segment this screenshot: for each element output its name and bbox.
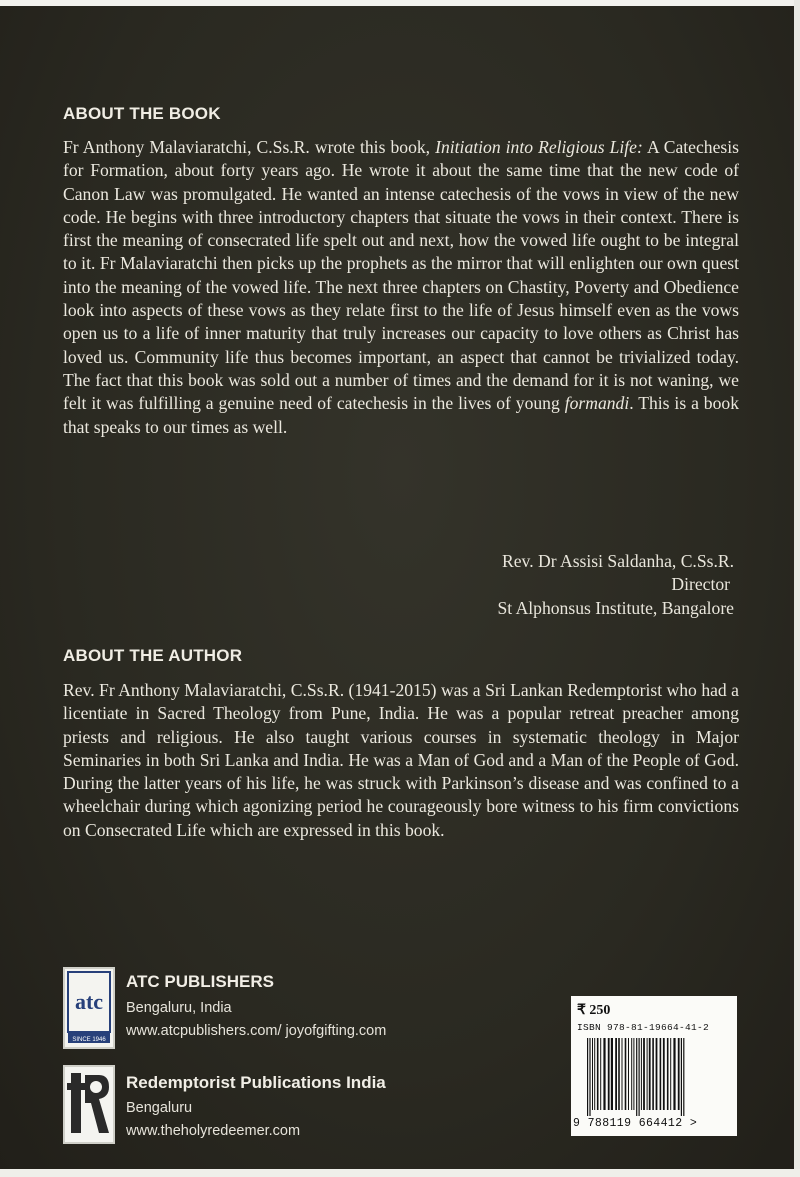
barcode-bar [681, 1038, 682, 1116]
barcode-bar [611, 1038, 613, 1110]
atc-logo-text: atc [74, 989, 104, 1014]
redemptorist-logo-icon [65, 1067, 113, 1142]
barcode-bar [683, 1038, 684, 1116]
barcode-bar [597, 1038, 599, 1110]
barcode-bar [652, 1038, 654, 1110]
scan-edge-right [794, 0, 800, 1177]
barcode-bar [594, 1038, 595, 1110]
scan-edge-bottom [0, 1169, 800, 1177]
barcode-bar [643, 1038, 645, 1110]
barcode-bar [678, 1038, 680, 1110]
atc-publishers-logo [63, 967, 115, 1049]
signature-institute: St Alphonsus Institute, Bangalore [497, 597, 734, 618]
barcode-bar [660, 1038, 662, 1110]
book-title: Initiation into Religious Life: [435, 137, 643, 157]
redemptorist-publications-logo [63, 1065, 115, 1144]
scan-edge-top [0, 0, 800, 6]
about-author-heading: ABOUT THE AUTHOR [63, 646, 243, 665]
barcode-bars [585, 1038, 725, 1118]
redemptorist-publisher-location: Bengaluru [126, 1100, 193, 1116]
barcode-bar [587, 1038, 588, 1116]
barcode-bar [656, 1038, 658, 1110]
signature-role: Director [671, 574, 730, 595]
barcode-bar [618, 1038, 620, 1110]
barcode-digits: 9 788119 664412 > [573, 1117, 698, 1130]
redemptorist-publisher-web: www.theholyredeemer.com [126, 1123, 301, 1139]
atc-logo-icon [65, 969, 113, 1047]
atc-logo-since: SINCE 1946 [72, 1037, 106, 1043]
barcode-bar [600, 1038, 601, 1110]
barcode-sticker [571, 996, 737, 1136]
barcode-bar [673, 1038, 675, 1110]
barcode-bar [592, 1038, 593, 1110]
about-book-text-start: Fr Anthony Malaviaratchi, C.Ss.R. wrote this book, [63, 137, 436, 157]
atc-publisher-location: Bengaluru, India [126, 1000, 232, 1016]
about-author-text: Rev. Fr Anthony Malaviaratchi, C.Ss.R. (1941-2015) was a Sri Lankan Redemptorist who had a licentiate in Sacred Theology from Pune, India. He was a popular retreat preacher among priests and religious. He also taught various courses in systematic theology in Major Seminaries in both Sri Lanka and India. He was a Man of God and a Man of the People of God. During the latter years of his life, he was struck with Parkinson’s disease and was confined to a wheelchair during which agonizing period he courageously bore witness to his firm convictions on Consecrated Life which are expressed in this book. [63, 680, 739, 840]
barcode-bar [670, 1038, 671, 1110]
barcode-bar [608, 1038, 610, 1110]
barcode-bar [603, 1038, 605, 1110]
isbn-label: ISBN 978-81-19664-41-2 [577, 1022, 710, 1033]
atc-publisher-name: ATC PUBLISHERS [126, 972, 274, 991]
barcode-bar [622, 1038, 623, 1110]
about-book-text [63, 136, 739, 439]
barcode-bar [625, 1038, 627, 1110]
barcode-bar [636, 1038, 637, 1116]
barcode-bar [633, 1038, 634, 1110]
barcode-bar [628, 1038, 629, 1110]
barcode-bar [631, 1038, 632, 1110]
barcode-bar [663, 1038, 665, 1110]
redemptorist-publisher-name: Redemptorist Publications India [126, 1073, 386, 1092]
formandi-word: formandi [564, 393, 630, 414]
barcode-bar [615, 1038, 617, 1110]
about-book-text-middle: A Catechesis for Formation, about forty years ago. He wrote it about the same time that the new code of Canon Law was promulgated. He wanted an intense catechesis of the vows in view of the new code. He begins with three introductory chapters that situate the vows in their context. There is first the meaning of consecrated life spelt out and next, how the vowed life ought to be integral to it. Fr Malaviaratchi then picks up the prophets as the mirror that will enlighten our own quest into the meaning of the vowed life. The next three chapters on Chastity, Poverty and Obedience look into aspects of these vows as they relate first to the life of Jesus himself even as the vows open us to a life of inner maturity that truly increases our capacity to love others as Christ has loved us. Community life thus becomes important, an aspect that cannot be trivialized today. The fact that this book was sold out a number of times and the demand for it is not waning, we felt it was fulfilling a genuine need of catechesis in the lives of young [63, 137, 739, 414]
barcode-bar [589, 1038, 590, 1116]
barcode-bar [647, 1038, 648, 1110]
signature-name: Rev. Dr Assisi Saldanha, C.Ss.R. [502, 551, 734, 571]
atc-publisher-web: www.atcpublishers.com/ joyofgifting.com [126, 1023, 387, 1039]
barcode-bar [667, 1038, 669, 1110]
barcode-bar [641, 1038, 642, 1110]
barcode-bar [639, 1038, 640, 1116]
about-book-heading: ABOUT THE BOOK [63, 104, 221, 123]
barcode-bar [649, 1038, 651, 1110]
signature-block [497, 550, 734, 620]
about-book-text-end: . This is a book that speaks to our times as well. [63, 393, 739, 437]
price-label: ₹ 250 [577, 1003, 611, 1018]
